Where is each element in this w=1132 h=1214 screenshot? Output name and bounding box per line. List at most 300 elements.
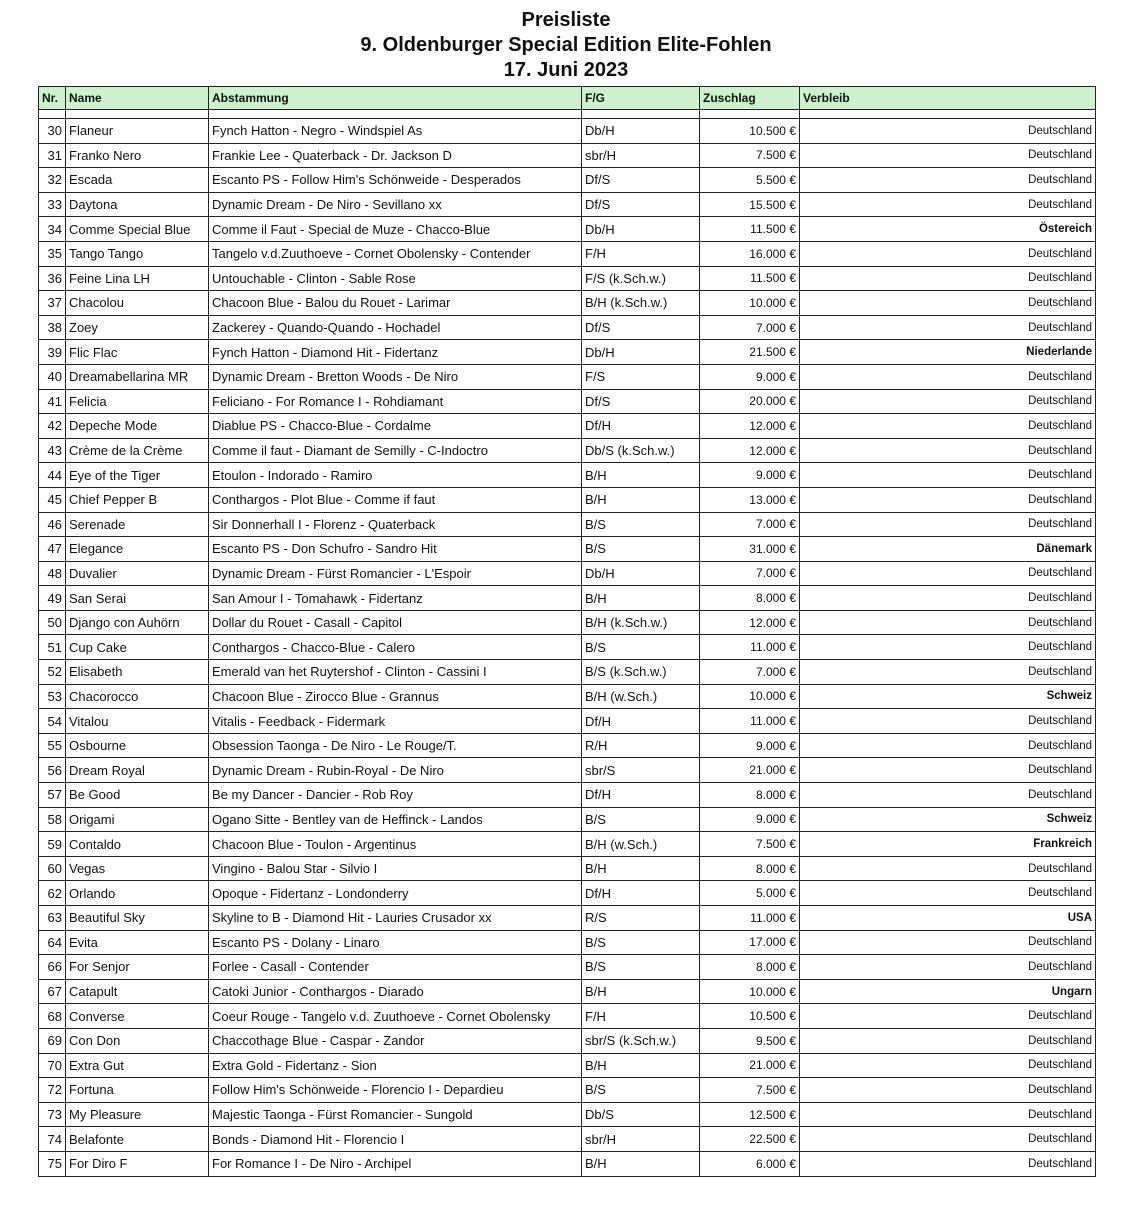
row-verbleib: Deutschland bbox=[800, 438, 1096, 463]
row-nr: 45 bbox=[39, 487, 66, 512]
row-fg: B/H bbox=[582, 1053, 700, 1078]
row-name: Catapult bbox=[66, 979, 209, 1004]
row-zuschlag: 11.500 € bbox=[700, 217, 800, 242]
row-zuschlag: 20.000 € bbox=[700, 389, 800, 414]
row-name: Flaneur bbox=[66, 119, 209, 144]
header-verbleib: Verbleib bbox=[800, 87, 1096, 110]
table-row bbox=[39, 340, 1096, 365]
row-name: Origami bbox=[66, 807, 209, 832]
row-abstammung: Vitalis - Feedback - Fidermark bbox=[209, 709, 582, 734]
row-name: Be Good bbox=[66, 783, 209, 808]
table-row bbox=[39, 881, 1096, 906]
row-abstammung: San Amour I - Tomahawk - Fidertanz bbox=[209, 586, 582, 611]
row-nr: 57 bbox=[39, 783, 66, 808]
row-name: For Senjor bbox=[66, 955, 209, 980]
row-name: Vitalou bbox=[66, 709, 209, 734]
row-fg: Df/H bbox=[582, 709, 700, 734]
row-verbleib: Deutschland bbox=[800, 856, 1096, 881]
row-name: Fortuna bbox=[66, 1078, 209, 1103]
row-fg: Df/H bbox=[582, 783, 700, 808]
row-zuschlag: 8.000 € bbox=[700, 783, 800, 808]
row-nr: 34 bbox=[39, 217, 66, 242]
row-fg: B/H bbox=[582, 586, 700, 611]
table-row bbox=[39, 660, 1096, 685]
row-nr: 35 bbox=[39, 241, 66, 266]
title-line-3: 17. Juni 2023 bbox=[503, 59, 629, 81]
row-nr: 72 bbox=[39, 1078, 66, 1103]
row-zuschlag: 7.000 € bbox=[700, 561, 800, 586]
row-nr: 32 bbox=[39, 168, 66, 193]
row-fg: B/S bbox=[582, 807, 700, 832]
row-nr: 40 bbox=[39, 364, 66, 389]
table-row bbox=[39, 364, 1096, 389]
row-zuschlag: 22.500 € bbox=[700, 1127, 800, 1152]
price-table bbox=[38, 86, 1096, 1177]
row-verbleib: USA bbox=[800, 906, 1096, 931]
row-abstammung: Chacoon Blue - Zirocco Blue - Grannus bbox=[209, 684, 582, 709]
row-name: My Pleasure bbox=[66, 1102, 209, 1127]
row-fg: sbr/S (k.Sch.w.) bbox=[582, 1028, 700, 1053]
row-nr: 51 bbox=[39, 635, 66, 660]
row-nr: 68 bbox=[39, 1004, 66, 1029]
row-name: Converse bbox=[66, 1004, 209, 1029]
row-fg: B/S bbox=[582, 537, 700, 562]
row-name: Django con Auhörn bbox=[66, 610, 209, 635]
row-verbleib: Deutschland bbox=[800, 119, 1096, 144]
row-fg: B/S (k.Sch.w.) bbox=[582, 660, 700, 685]
row-abstammung: Dynamic Dream - Bretton Woods - De Niro bbox=[209, 364, 582, 389]
table-row bbox=[39, 1127, 1096, 1152]
row-abstammung: Dollar du Rouet - Casall - Capitol bbox=[209, 610, 582, 635]
table-row bbox=[39, 143, 1096, 168]
row-verbleib: Deutschland bbox=[800, 241, 1096, 266]
row-verbleib: Deutschland bbox=[800, 930, 1096, 955]
row-nr: 30 bbox=[39, 119, 66, 144]
row-fg: Df/S bbox=[582, 315, 700, 340]
table-row bbox=[39, 930, 1096, 955]
row-abstammung: Conthargos - Chacco-Blue - Calero bbox=[209, 635, 582, 660]
row-verbleib: Deutschland bbox=[800, 1127, 1096, 1152]
row-fg: R/H bbox=[582, 733, 700, 758]
row-zuschlag: 7.000 € bbox=[700, 512, 800, 537]
row-abstammung: Forlee - Casall - Contender bbox=[209, 955, 582, 980]
table-row bbox=[39, 1028, 1096, 1053]
row-zuschlag: 7.500 € bbox=[700, 1078, 800, 1103]
header-name: Name bbox=[66, 87, 209, 110]
header-spacer-row bbox=[39, 110, 1096, 119]
table-row bbox=[39, 315, 1096, 340]
row-nr: 47 bbox=[39, 537, 66, 562]
row-verbleib: Östereich bbox=[800, 217, 1096, 242]
row-zuschlag: 10.000 € bbox=[700, 291, 800, 316]
row-verbleib: Deutschland bbox=[800, 143, 1096, 168]
row-abstammung: Bonds - Diamond Hit - Florencio I bbox=[209, 1127, 582, 1152]
row-abstammung: Vingino - Balou Star - Silvio I bbox=[209, 856, 582, 881]
row-verbleib: Deutschland bbox=[800, 586, 1096, 611]
table-row bbox=[39, 807, 1096, 832]
row-zuschlag: 7.500 € bbox=[700, 832, 800, 857]
row-name: Evita bbox=[66, 930, 209, 955]
table-row bbox=[39, 906, 1096, 931]
row-name: Feine Lina LH bbox=[66, 266, 209, 291]
row-nr: 56 bbox=[39, 758, 66, 783]
header-fg: F/G bbox=[582, 87, 700, 110]
row-abstammung: Chacoon Blue - Toulon - Argentinus bbox=[209, 832, 582, 857]
row-zuschlag: 5.500 € bbox=[700, 168, 800, 193]
row-nr: 64 bbox=[39, 930, 66, 955]
row-abstammung: Emerald van het Ruytershof - Clinton - Cassini I bbox=[209, 660, 582, 685]
row-abstammung: Skyline to B - Diamond Hit - Lauries Crusador xx bbox=[209, 906, 582, 931]
row-fg: B/S bbox=[582, 930, 700, 955]
row-verbleib: Deutschland bbox=[800, 364, 1096, 389]
table-row bbox=[39, 733, 1096, 758]
row-name: Crème de la Crème bbox=[66, 438, 209, 463]
row-fg: B/S bbox=[582, 512, 700, 537]
row-fg: F/H bbox=[582, 1004, 700, 1029]
row-abstammung: Tangelo v.d.Zuuthoeve - Cornet Obolensky - Contender bbox=[209, 241, 582, 266]
row-fg: sbr/H bbox=[582, 1127, 700, 1152]
row-abstammung: Ogano Sitte - Bentley van de Heffinck - Landos bbox=[209, 807, 582, 832]
table-row bbox=[39, 783, 1096, 808]
row-nr: 70 bbox=[39, 1053, 66, 1078]
row-name: Felicia bbox=[66, 389, 209, 414]
row-abstammung: Dynamic Dream - Fürst Romancier - L'Espoir bbox=[209, 561, 582, 586]
row-fg: B/H (w.Sch.) bbox=[582, 684, 700, 709]
row-nr: 54 bbox=[39, 709, 66, 734]
row-fg: B/S bbox=[582, 635, 700, 660]
table-row bbox=[39, 266, 1096, 291]
row-zuschlag: 9.000 € bbox=[700, 733, 800, 758]
row-name: Dreamabellarina MR bbox=[66, 364, 209, 389]
table-row bbox=[39, 438, 1096, 463]
row-name: Serenade bbox=[66, 512, 209, 537]
row-abstammung: Chacoon Blue - Balou du Rouet - Larimar bbox=[209, 291, 582, 316]
row-zuschlag: 12.000 € bbox=[700, 438, 800, 463]
row-nr: 53 bbox=[39, 684, 66, 709]
row-name: Belafonte bbox=[66, 1127, 209, 1152]
row-abstammung: Escanto PS - Follow Him's Schönweide - Desperados bbox=[209, 168, 582, 193]
row-verbleib: Schweiz bbox=[800, 684, 1096, 709]
row-name: Chacolou bbox=[66, 291, 209, 316]
table-row bbox=[39, 463, 1096, 488]
row-nr: 60 bbox=[39, 856, 66, 881]
table-row bbox=[39, 168, 1096, 193]
row-abstammung: Zackerey - Quando-Quando - Hochadel bbox=[209, 315, 582, 340]
table-row bbox=[39, 1078, 1096, 1103]
row-name: Extra Gut bbox=[66, 1053, 209, 1078]
table-row bbox=[39, 217, 1096, 242]
row-name: Chief Pepper B bbox=[66, 487, 209, 512]
row-nr: 73 bbox=[39, 1102, 66, 1127]
row-fg: Df/S bbox=[582, 389, 700, 414]
row-abstammung: Chaccothage Blue - Caspar - Zandor bbox=[209, 1028, 582, 1053]
row-zuschlag: 21.000 € bbox=[700, 758, 800, 783]
row-zuschlag: 12.000 € bbox=[700, 610, 800, 635]
row-fg: B/H (k.Sch.w.) bbox=[582, 291, 700, 316]
row-fg: Db/H bbox=[582, 561, 700, 586]
row-nr: 31 bbox=[39, 143, 66, 168]
row-nr: 46 bbox=[39, 512, 66, 537]
row-verbleib: Deutschland bbox=[800, 1151, 1096, 1176]
row-fg: Db/S (k.Sch.w.) bbox=[582, 438, 700, 463]
row-fg: Df/H bbox=[582, 414, 700, 439]
row-verbleib: Deutschland bbox=[800, 487, 1096, 512]
table-row bbox=[39, 709, 1096, 734]
row-nr: 55 bbox=[39, 733, 66, 758]
row-verbleib: Deutschland bbox=[800, 881, 1096, 906]
row-zuschlag: 8.000 € bbox=[700, 955, 800, 980]
row-nr: 38 bbox=[39, 315, 66, 340]
row-zuschlag: 12.000 € bbox=[700, 414, 800, 439]
header-abstammung: Abstammung bbox=[209, 87, 582, 110]
row-name: Duvalier bbox=[66, 561, 209, 586]
row-fg: B/H bbox=[582, 979, 700, 1004]
row-nr: 50 bbox=[39, 610, 66, 635]
row-nr: 67 bbox=[39, 979, 66, 1004]
row-nr: 52 bbox=[39, 660, 66, 685]
table-row bbox=[39, 979, 1096, 1004]
row-nr: 59 bbox=[39, 832, 66, 857]
row-verbleib: Frankreich bbox=[800, 832, 1096, 857]
row-verbleib: Deutschland bbox=[800, 1053, 1096, 1078]
row-verbleib: Deutschland bbox=[800, 955, 1096, 980]
row-fg: F/H bbox=[582, 241, 700, 266]
row-zuschlag: 7.000 € bbox=[700, 660, 800, 685]
row-name: Franko Nero bbox=[66, 143, 209, 168]
row-name: Beautiful Sky bbox=[66, 906, 209, 931]
row-name: Escada bbox=[66, 168, 209, 193]
row-name: Osbourne bbox=[66, 733, 209, 758]
row-name: Cup Cake bbox=[66, 635, 209, 660]
row-nr: 37 bbox=[39, 291, 66, 316]
table-row bbox=[39, 561, 1096, 586]
row-fg: sbr/S bbox=[582, 758, 700, 783]
row-nr: 66 bbox=[39, 955, 66, 980]
row-verbleib: Deutschland bbox=[800, 610, 1096, 635]
row-verbleib: Deutschland bbox=[800, 266, 1096, 291]
row-fg: B/H bbox=[582, 1151, 700, 1176]
row-abstammung: Diablue PS - Chacco-Blue - Cordalme bbox=[209, 414, 582, 439]
row-verbleib: Deutschland bbox=[800, 512, 1096, 537]
row-verbleib: Deutschland bbox=[800, 389, 1096, 414]
row-name: Elegance bbox=[66, 537, 209, 562]
row-verbleib: Deutschland bbox=[800, 1078, 1096, 1103]
row-verbleib: Dänemark bbox=[800, 537, 1096, 562]
row-zuschlag: 17.000 € bbox=[700, 930, 800, 955]
row-verbleib: Deutschland bbox=[800, 291, 1096, 316]
document-title bbox=[0, 8, 1132, 83]
row-abstammung: Majestic Taonga - Fürst Romancier - Sungold bbox=[209, 1102, 582, 1127]
row-zuschlag: 10.000 € bbox=[700, 979, 800, 1004]
row-name: Con Don bbox=[66, 1028, 209, 1053]
row-name: Chacorocco bbox=[66, 684, 209, 709]
row-abstammung: Coeur Rouge - Tangelo v.d. Zuuthoeve - Cornet Obolensky bbox=[209, 1004, 582, 1029]
row-verbleib: Deutschland bbox=[800, 315, 1096, 340]
row-fg: B/S bbox=[582, 955, 700, 980]
row-name: For Diro F bbox=[66, 1151, 209, 1176]
row-zuschlag: 9.500 € bbox=[700, 1028, 800, 1053]
row-name: Orlando bbox=[66, 881, 209, 906]
row-fg: R/S bbox=[582, 906, 700, 931]
row-verbleib: Deutschland bbox=[800, 635, 1096, 660]
row-zuschlag: 11.000 € bbox=[700, 906, 800, 931]
row-abstammung: Comme il faut - Diamant de Semilly - C-Indoctro bbox=[209, 438, 582, 463]
row-abstammung: Comme il Faut - Special de Muze - Chacco-Blue bbox=[209, 217, 582, 242]
table-row bbox=[39, 856, 1096, 881]
row-zuschlag: 11.000 € bbox=[700, 635, 800, 660]
row-fg: F/S (k.Sch.w.) bbox=[582, 266, 700, 291]
header-zuschlag: Zuschlag bbox=[700, 87, 800, 110]
title-line-1: Preisliste bbox=[521, 9, 611, 31]
row-fg: B/H bbox=[582, 463, 700, 488]
row-verbleib: Deutschland bbox=[800, 1102, 1096, 1127]
table-row bbox=[39, 291, 1096, 316]
row-nr: 69 bbox=[39, 1028, 66, 1053]
row-abstammung: Dynamic Dream - De Niro - Sevillano xx bbox=[209, 192, 582, 217]
row-verbleib: Ungarn bbox=[800, 979, 1096, 1004]
table-row bbox=[39, 119, 1096, 144]
table-row bbox=[39, 1102, 1096, 1127]
row-zuschlag: 10.500 € bbox=[700, 1004, 800, 1029]
table-row bbox=[39, 758, 1096, 783]
row-fg: B/H bbox=[582, 487, 700, 512]
row-fg: Db/H bbox=[582, 340, 700, 365]
row-verbleib: Deutschland bbox=[800, 463, 1096, 488]
row-zuschlag: 7.000 € bbox=[700, 315, 800, 340]
row-zuschlag: 13.000 € bbox=[700, 487, 800, 512]
row-abstammung: Catoki Junior - Conthargos - Diarado bbox=[209, 979, 582, 1004]
table-row bbox=[39, 955, 1096, 980]
row-zuschlag: 5.000 € bbox=[700, 881, 800, 906]
row-nr: 48 bbox=[39, 561, 66, 586]
price-table-wrapper bbox=[38, 86, 1096, 1177]
row-zuschlag: 8.000 € bbox=[700, 856, 800, 881]
row-name: Tango Tango bbox=[66, 241, 209, 266]
row-verbleib: Deutschland bbox=[800, 192, 1096, 217]
row-verbleib: Deutschland bbox=[800, 758, 1096, 783]
row-nr: 58 bbox=[39, 807, 66, 832]
row-name: Flic Flac bbox=[66, 340, 209, 365]
title-line-2: 9. Oldenburger Special Edition Elite-Fohlen bbox=[360, 34, 772, 56]
row-verbleib: Deutschland bbox=[800, 1004, 1096, 1029]
row-abstammung: Fynch Hatton - Diamond Hit - Fidertanz bbox=[209, 340, 582, 365]
row-fg: Db/S bbox=[582, 1102, 700, 1127]
row-abstammung: Obsession Taonga - De Niro - Le Rouge/T. bbox=[209, 733, 582, 758]
row-abstammung: Fynch Hatton - Negro - Windspiel As bbox=[209, 119, 582, 144]
row-name: Daytona bbox=[66, 192, 209, 217]
row-abstammung: Extra Gold - Fidertanz - Sion bbox=[209, 1053, 582, 1078]
row-fg: Df/S bbox=[582, 192, 700, 217]
row-abstammung: Conthargos - Plot Blue - Comme if faut bbox=[209, 487, 582, 512]
row-nr: 33 bbox=[39, 192, 66, 217]
row-nr: 42 bbox=[39, 414, 66, 439]
row-zuschlag: 10.500 € bbox=[700, 119, 800, 144]
row-zuschlag: 6.000 € bbox=[700, 1151, 800, 1176]
row-abstammung: Sir Donnerhall I - Florenz - Quaterback bbox=[209, 512, 582, 537]
table-row bbox=[39, 389, 1096, 414]
row-verbleib: Deutschland bbox=[800, 1028, 1096, 1053]
row-verbleib: Deutschland bbox=[800, 561, 1096, 586]
table-row bbox=[39, 832, 1096, 857]
row-nr: 49 bbox=[39, 586, 66, 611]
table-row bbox=[39, 1053, 1096, 1078]
row-zuschlag: 12.500 € bbox=[700, 1102, 800, 1127]
row-name: Vegas bbox=[66, 856, 209, 881]
row-name: Eye of the Tiger bbox=[66, 463, 209, 488]
row-zuschlag: 11.000 € bbox=[700, 709, 800, 734]
row-abstammung: Etoulon - Indorado - Ramiro bbox=[209, 463, 582, 488]
row-verbleib: Deutschland bbox=[800, 168, 1096, 193]
row-verbleib: Deutschland bbox=[800, 414, 1096, 439]
row-abstammung: Escanto PS - Don Schufro - Sandro Hit bbox=[209, 537, 582, 562]
row-zuschlag: 10.000 € bbox=[700, 684, 800, 709]
row-name: Elisabeth bbox=[66, 660, 209, 685]
table-row bbox=[39, 684, 1096, 709]
row-verbleib: Niederlande bbox=[800, 340, 1096, 365]
row-zuschlag: 31.000 € bbox=[700, 537, 800, 562]
row-nr: 62 bbox=[39, 881, 66, 906]
row-name: Depeche Mode bbox=[66, 414, 209, 439]
table-row bbox=[39, 610, 1096, 635]
row-name: San Serai bbox=[66, 586, 209, 611]
row-abstammung: Opoque - Fidertanz - Londonderry bbox=[209, 881, 582, 906]
row-zuschlag: 16.000 € bbox=[700, 241, 800, 266]
table-row bbox=[39, 192, 1096, 217]
row-zuschlag: 9.000 € bbox=[700, 463, 800, 488]
row-verbleib: Deutschland bbox=[800, 660, 1096, 685]
row-nr: 44 bbox=[39, 463, 66, 488]
row-verbleib: Deutschland bbox=[800, 709, 1096, 734]
row-nr: 74 bbox=[39, 1127, 66, 1152]
row-fg: B/H (w.Sch.) bbox=[582, 832, 700, 857]
table-row bbox=[39, 635, 1096, 660]
row-name: Contaldo bbox=[66, 832, 209, 857]
table-header-row bbox=[39, 87, 1096, 110]
row-verbleib: Deutschland bbox=[800, 733, 1096, 758]
row-zuschlag: 15.500 € bbox=[700, 192, 800, 217]
row-name: Zoey bbox=[66, 315, 209, 340]
row-zuschlag: 9.000 € bbox=[700, 364, 800, 389]
row-fg: B/H (k.Sch.w.) bbox=[582, 610, 700, 635]
row-name: Dream Royal bbox=[66, 758, 209, 783]
row-abstammung: Feliciano - For Romance I - Rohdiamant bbox=[209, 389, 582, 414]
table-row bbox=[39, 487, 1096, 512]
row-nr: 39 bbox=[39, 340, 66, 365]
table-row bbox=[39, 586, 1096, 611]
table-row bbox=[39, 537, 1096, 562]
header-nr: Nr. bbox=[39, 87, 66, 110]
row-fg: Df/H bbox=[582, 881, 700, 906]
row-verbleib: Schweiz bbox=[800, 807, 1096, 832]
table-row bbox=[39, 1004, 1096, 1029]
row-zuschlag: 21.500 € bbox=[700, 340, 800, 365]
row-fg: sbr/H bbox=[582, 143, 700, 168]
row-nr: 75 bbox=[39, 1151, 66, 1176]
row-fg: B/H bbox=[582, 856, 700, 881]
row-verbleib: Deutschland bbox=[800, 783, 1096, 808]
row-zuschlag: 8.000 € bbox=[700, 586, 800, 611]
row-fg: Df/S bbox=[582, 168, 700, 193]
row-abstammung: Frankie Lee - Quaterback - Dr. Jackson D bbox=[209, 143, 582, 168]
row-nr: 41 bbox=[39, 389, 66, 414]
row-abstammung: Untouchable - Clinton - Sable Rose bbox=[209, 266, 582, 291]
row-fg: Db/H bbox=[582, 217, 700, 242]
table-row bbox=[39, 241, 1096, 266]
row-name: Comme Special Blue bbox=[66, 217, 209, 242]
row-abstammung: Be my Dancer - Dancier - Rob Roy bbox=[209, 783, 582, 808]
row-abstammung: For Romance I - De Niro - Archipel bbox=[209, 1151, 582, 1176]
row-fg: B/S bbox=[582, 1078, 700, 1103]
